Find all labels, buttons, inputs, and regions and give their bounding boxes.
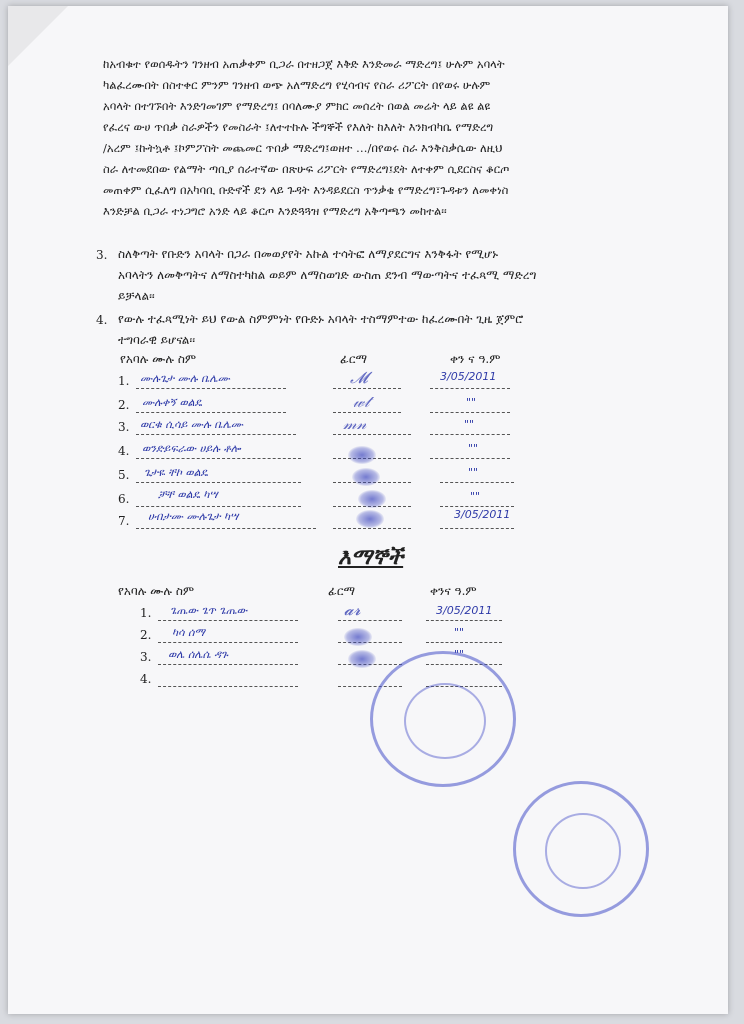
name-line <box>136 506 301 507</box>
member-name: ሀብታሙ ሙሉጌታ ካሣ <box>148 510 239 523</box>
member-row-number: 5. <box>118 468 130 482</box>
signature-mark: 𝓂𝓃 <box>343 414 367 433</box>
member-date: "" <box>464 418 475 431</box>
item-3-number: 3. <box>96 248 108 262</box>
members-col-date: ቀን ና ዓ.ም <box>450 352 501 366</box>
member-row-number: 6. <box>118 492 130 506</box>
date-line <box>430 412 510 413</box>
fingerprint-mark <box>348 446 376 464</box>
signature-line <box>333 434 411 435</box>
member-date: "" <box>468 466 479 479</box>
witness-name: ጌጤው ጌጥ ጌጤው <box>170 604 248 617</box>
witness-row-number: 2. <box>140 628 152 642</box>
fingerprint-mark <box>356 510 384 528</box>
member-name: ወርቁ ሲሳይ ሙሉ ቤሌሙ <box>140 418 243 431</box>
members-col-name: የአባሉ ሙሉ ስም <box>120 352 197 366</box>
date-line <box>430 434 510 435</box>
member-row-number: 1. <box>118 374 130 388</box>
item-4-number: 4. <box>96 313 108 327</box>
date-line <box>440 482 514 483</box>
name-line <box>136 388 286 389</box>
signature-line <box>333 388 401 389</box>
signature-line <box>338 620 402 621</box>
witnesses-col-name: የአባሉ ሙሉ ስም <box>118 584 195 598</box>
name-line <box>136 434 296 435</box>
name-line <box>158 686 298 687</box>
witness-row-number: 3. <box>140 650 152 664</box>
name-line <box>136 412 286 413</box>
member-date: 3/05/2011 <box>454 508 511 521</box>
item-3-text: ስለቅጣት የቡድን አባላት በጋራ በመወያየት አኩል ተሳትፎ ለማያደርግና እንቅፋት የሚሆኑ አባላትን ለመቅጣትና ለማስተካከል ወይም ለማስወገድ ውስጠ ደንብ ማውጣትና ተፈጻሚ ማድረግ ይቻላል፡፡ <box>118 247 537 303</box>
date-line <box>430 458 510 459</box>
witness-row-number: 1. <box>140 606 152 620</box>
name-line <box>136 458 301 459</box>
fingerprint-mark <box>352 468 380 486</box>
member-row-number: 2. <box>118 398 130 412</box>
witnesses-col-signature: ፊርማ <box>328 584 356 598</box>
name-line <box>136 482 301 483</box>
fingerprint-mark <box>358 490 386 508</box>
fingerprint-mark <box>344 628 372 646</box>
member-name: ሙሉቀኝ ወልዴ <box>142 396 202 409</box>
signature-mark: 𝓌𝓉 <box>353 392 370 411</box>
witness-date: 3/05/2011 <box>436 604 493 617</box>
witness-row-number: 4. <box>140 672 152 686</box>
witness-name: ወሌ ሰሌሴ ዳጉ <box>168 648 228 661</box>
member-date: "" <box>468 442 479 455</box>
member-date: 3/05/2011 <box>440 370 497 383</box>
page-fold <box>8 6 68 66</box>
member-name: ቻቸ ወልዴ ካሣ <box>158 488 218 501</box>
name-line <box>158 664 298 665</box>
member-name: ወንድይፍራው ሀይሉ ቶሎ <box>142 442 241 455</box>
member-name: ሙሉጌታ ሙሉ ቤሌሙ <box>140 372 230 385</box>
official-stamp <box>370 651 516 787</box>
official-stamp <box>513 781 649 917</box>
members-col-signature: ፊርማ <box>340 352 368 366</box>
document-page <box>8 6 728 1014</box>
signature-line <box>333 412 401 413</box>
signature-line <box>333 528 411 529</box>
date-line <box>430 388 510 389</box>
member-row-number: 3. <box>118 420 130 434</box>
signature-mark: 𝓜 <box>350 368 368 387</box>
member-date: "" <box>466 396 477 409</box>
member-row-number: 4. <box>118 444 130 458</box>
member-date: "" <box>470 490 481 503</box>
name-line <box>158 620 298 621</box>
witness-date: "" <box>454 626 465 639</box>
member-row-number: 7. <box>118 514 130 528</box>
name-line <box>136 528 316 529</box>
signature-mark: 𝓪𝓻 <box>344 600 361 619</box>
date-line <box>426 620 502 621</box>
name-line <box>158 642 298 643</box>
witnesses-col-date: ቀንና ዓ.ም <box>430 584 477 598</box>
witness-date: "" <box>454 648 465 661</box>
date-line <box>426 642 502 643</box>
fingerprint-mark <box>348 650 376 668</box>
member-name: ጌታዬ ቸኮ ወልዴ <box>144 466 208 479</box>
date-line <box>440 528 514 529</box>
item-4-text: የውሉ ተፈጻሚነት ይህ የውል ስምምነት የቡድኑ አባላት ተስማምተው ከፈረሙበት ጊዜ ጀምሮ ተግባራዊ ይሆናል፡፡ <box>118 312 524 347</box>
witness-name: ካሳ ሰማ <box>172 626 205 639</box>
body-paragraph: ከአብቁተ የወሰዱትን ገንዘብ አጠቃቀም ቢጋራ በተዘጋጀ እቅድ እንድመራ ማድረግ፤ ሁሉም አባላት ካልፈረሙበት በስተቀር ምንም ገንዘብ ወጭ አለማድረግ የሂሳብና የስራ ሪፖርት በየወሩ ሁሉም አባላት በተገኙበት እንድገመገም የማድረግ፤ በባለሙያ ምክር መሰረት በወል መሬት ላይ ልዩ ልዩ የፈረና ውሀ ጥበቃ ስራዎችን የመስራት ፤ለተተኩሉ ችግኞች የእለት ከእለት እንክብካቤ የማድረግ /አረም ፤ኩትኳቶ ፤ኮምፖስት መጨመር ጥበቃ ማድረግ፤ወዘተ …/በየወሩ ስራ እንቅስቃሴው ለዚህ ስራ ለተመደበው የልማት ጣቢያ ሰራተኛው በጽሁፍ ሪፖርት የማድረግ፤ደት ለተቀም ሲደርስና ቆርጦ መጠቀም ሲፈለግ በአካባቢ ቡድኖች ደን ላይ ጉዳት እንዳይደርስ ጥንቃቄ የማድረግ፣ጉዳቱን ለመቀነስ እንድቻል ቢጋራ ተነጋግሮ አንድ ላይ ቆርጦ እንድጓጓዝ የማድረግ አቅጣጫን መከተል፡፡ <box>103 57 510 218</box>
date-line <box>440 506 514 507</box>
witnesses-heading: እማኞች <box>338 544 404 570</box>
